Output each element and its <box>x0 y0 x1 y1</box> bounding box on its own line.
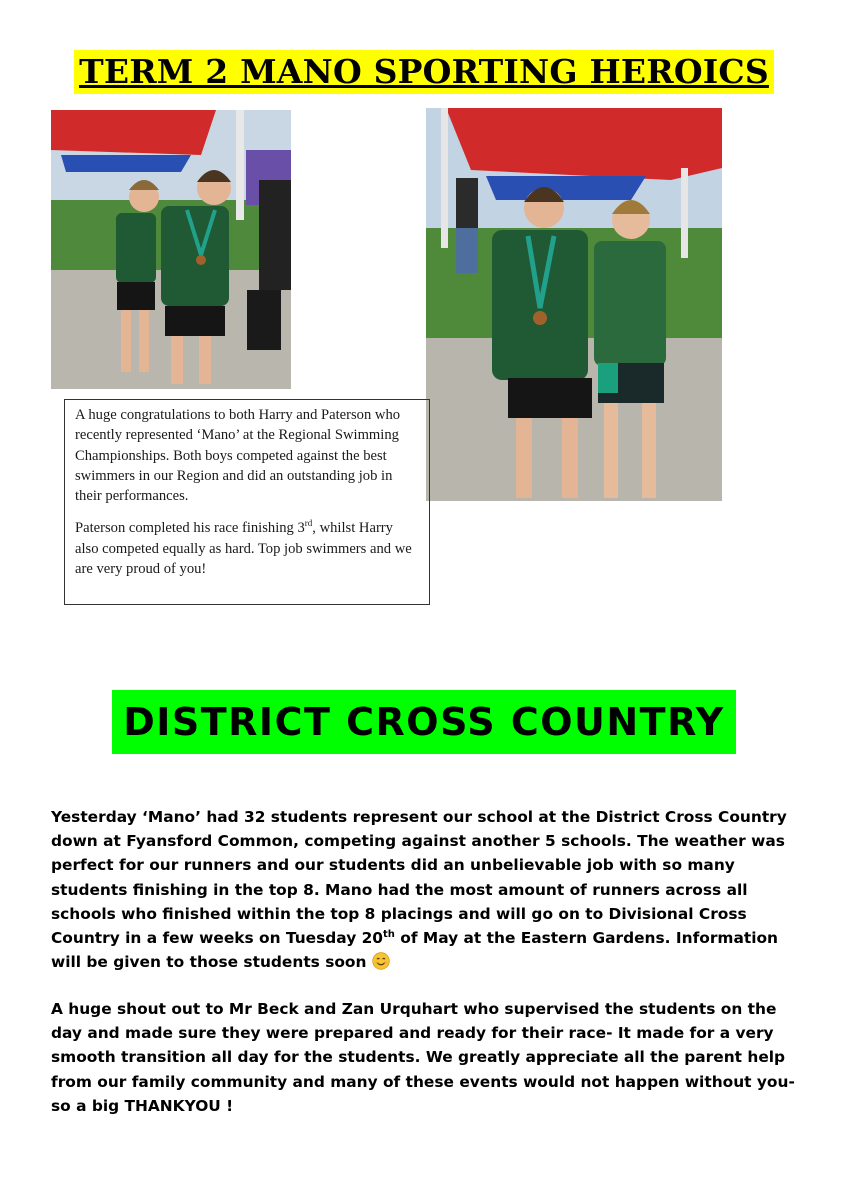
swimming-title: TERM 2 MANO SPORTING HEROICS <box>74 50 774 94</box>
caption-paragraph-1: A huge congratulations to both Harry and Paterson who recently represented ‘Mano’ at the Regional Swimming Championships. Both boys competed against the best swimmers in our Region and did an outstanding job in their performances. <box>75 407 401 505</box>
cross-country-paragraph-2: A huge shout out to Mr Beck and Zan Urquhart who supervised the students on the day and made sure they were prepared and ready for their race- It made for a very smooth transition all day for the students. We greatly appreciate all the parent help from our family community and many of these events would not happen without you- so a big THANKYOU ! <box>51 1000 795 1115</box>
swimming-caption <box>64 399 430 605</box>
cross-country-paragraph-1: Yesterday ‘Mano’ had 32 students represent our school at the District Cross Country down at Fyansford Common, competing against another 5 schools. The weather was perfect for our runners and our students did an unbelievable job with so many students finishing in the top 8. Mano had the most amount of runners across all schools who finished within the top 8 placings and will go on to Divisional Cross Country in a few weeks on Tuesday 20th of May at the Eastern Gardens. Information will be given to those students soon <box>51 805 811 977</box>
cross-country-title: DISTRICT CROSS COUNTRY <box>112 690 736 754</box>
smiling-face-icon <box>372 952 390 977</box>
swimmers-photo-right <box>426 108 722 501</box>
caption-paragraph-2: Paterson completed his race finishing 3rd, whilst Harry also competed equally as hard. Top job swimmers and we are very proud of you! <box>75 518 412 578</box>
swimmers-photo-left <box>51 110 291 389</box>
